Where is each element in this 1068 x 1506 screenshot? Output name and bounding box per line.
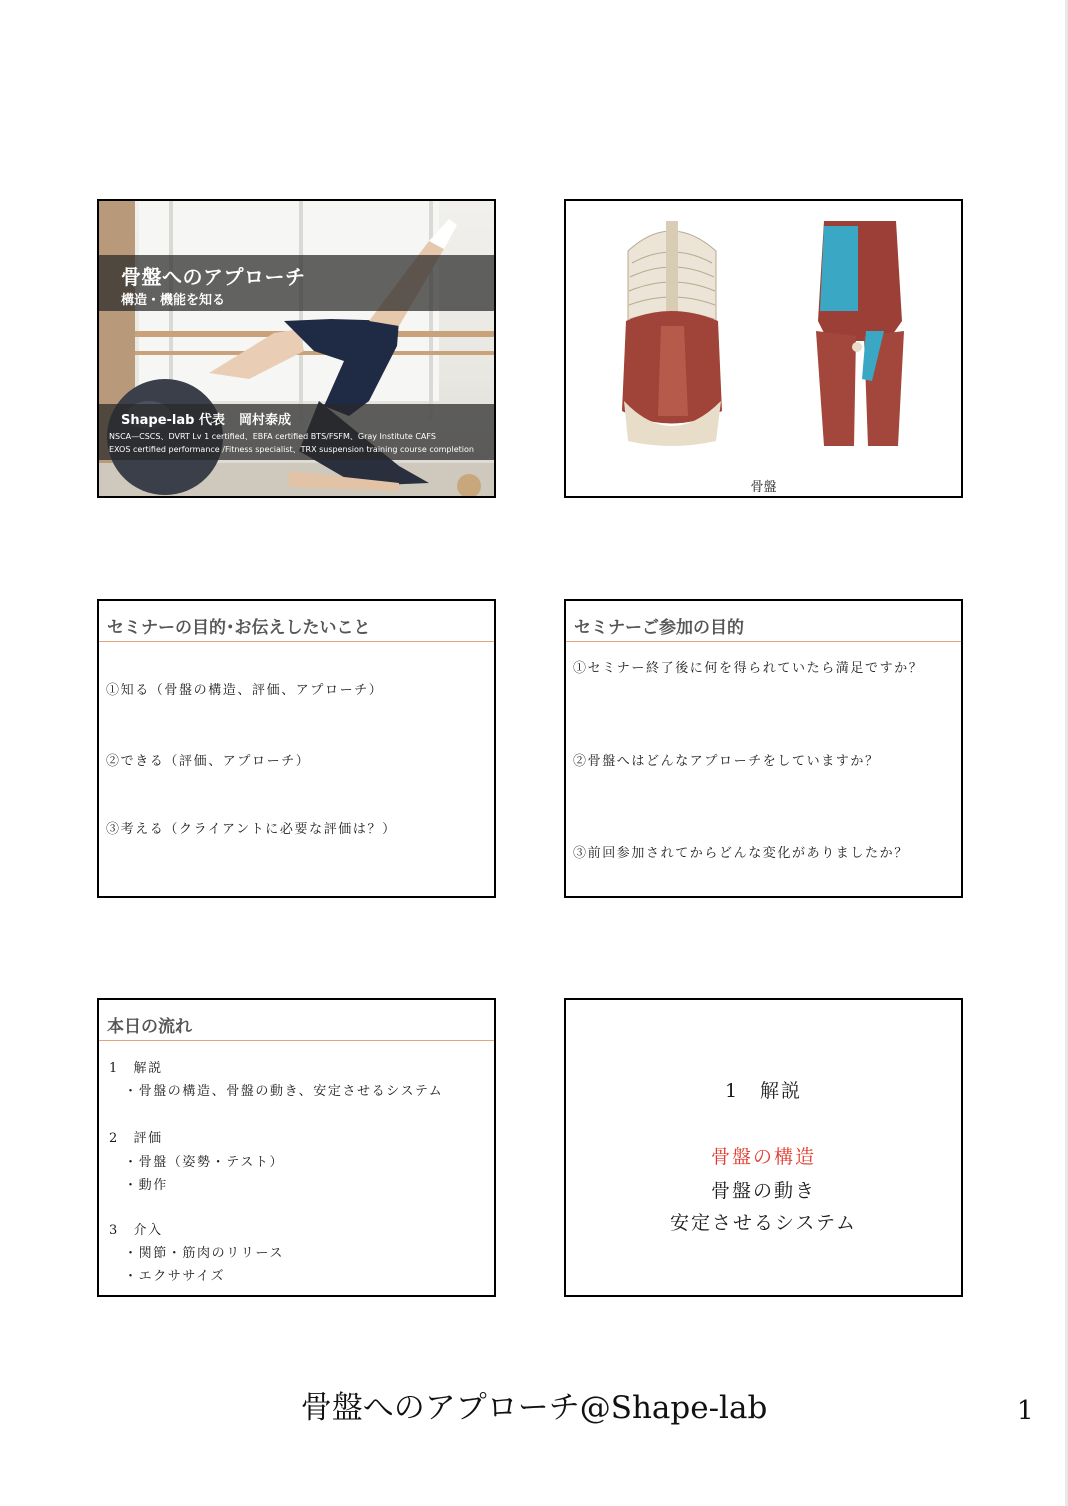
credentials-line-2: EXOS certified performance /Fitness specialist、TRX suspension training course completion <box>109 445 474 454</box>
agenda-section-1: 1 解説 <box>109 1061 163 1076</box>
organization-label: Shape-lab 代表 <box>121 413 225 428</box>
slide-agenda <box>97 998 496 1297</box>
agenda-subitem: ・骨盤の構造、骨盤の動き、安定させるシステム <box>124 1084 444 1099</box>
slide-participation-goals <box>564 599 963 898</box>
slide-section-divider <box>564 998 963 1297</box>
footer-title: 骨盤へのアプローチ@Shape-lab <box>300 1390 768 1426</box>
author-name: 岡村泰成 <box>239 413 292 428</box>
heading-divider <box>566 641 961 642</box>
heading-divider <box>99 641 494 642</box>
page-number: 1 <box>1017 1396 1034 1426</box>
agenda-section-2: 2 評価 <box>109 1131 163 1146</box>
slide-heading: セミナーご参加の目的 <box>574 618 744 638</box>
topic-line-2: 骨盤の動き <box>710 1180 816 1202</box>
agenda-subitem: ・動作 <box>124 1178 168 1193</box>
author-band <box>99 404 496 460</box>
goal-item-1: ①知る（骨盤の構造、評価、アプローチ） <box>106 683 384 698</box>
anatomy-illustration <box>566 201 963 498</box>
slide-heading: セミナーの目的･お伝えしたいこと <box>107 618 371 638</box>
slide-title-text: 骨盤へのアプローチ <box>121 265 306 289</box>
question-item-2: ②骨盤へはどんなアプローチをしていますか？ <box>573 754 880 769</box>
topic-line-3: 安定させるシステム <box>669 1212 858 1234</box>
highlighted-topic: 骨盤の構造 <box>710 1146 816 1168</box>
agenda-subitem: ・エクササイズ <box>124 1269 226 1284</box>
credentials-line-1: NSCA—CSCS、DVRT Lv 1 certified、EBFA certified BTS/FSFM、Gray Institute CAFS <box>109 432 436 441</box>
goal-item-2: ②できる（評価、アプローチ） <box>106 754 311 769</box>
slide-anatomy <box>564 199 963 498</box>
slide-subtitle-text: 構造・機能を知る <box>121 293 226 308</box>
question-item-1: ①セミナー終了後に何を得られていたら満足ですか？ <box>573 661 924 676</box>
title-band <box>99 255 496 311</box>
agenda-subitem: ・骨盤（姿勢・テスト） <box>124 1155 285 1170</box>
slide-heading: 本日の流れ <box>107 1017 192 1037</box>
agenda-section-3: 3 介入 <box>109 1223 163 1238</box>
slide-title <box>97 199 496 498</box>
slide-seminar-goals <box>97 599 496 898</box>
question-item-3: ③前回参加されてからどんな変化がありましたか？ <box>573 846 909 861</box>
anatomy-caption: 骨盤 <box>750 480 777 495</box>
section-title: 1 解説 <box>724 1080 803 1102</box>
agenda-subitem: ・関節・筋肉のリリース <box>124 1246 284 1261</box>
goal-item-3: ③考える（クライアントに必要な評価は？） <box>106 822 397 837</box>
heading-divider <box>99 1040 494 1041</box>
